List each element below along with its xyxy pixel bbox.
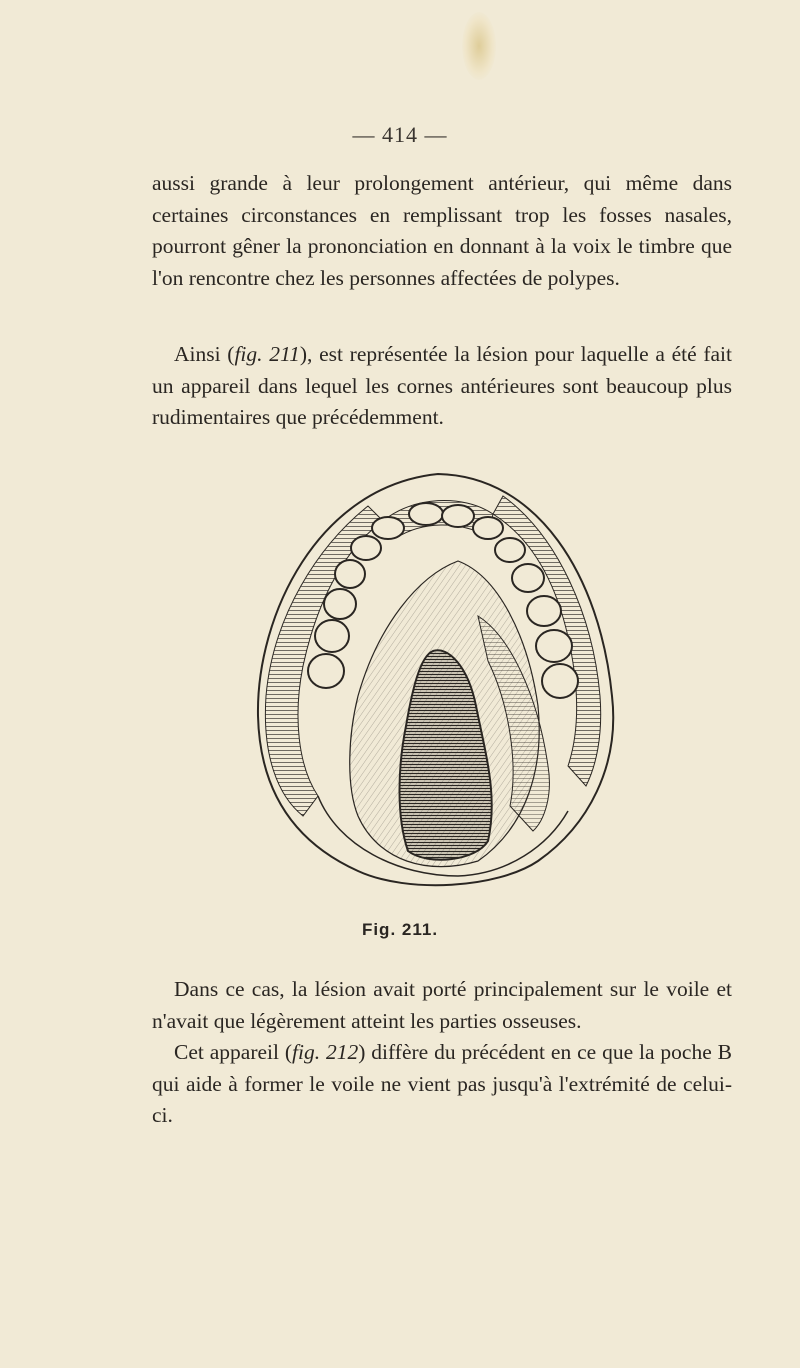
figure-reference-212: fig. 212 xyxy=(292,1040,359,1064)
stain-mark xyxy=(462,12,496,80)
figure-caption: Fig. 211. xyxy=(361,920,439,939)
paragraph-3: Dans ce cas, la lésion avait porté principalement sur le voile et n'avait que légèrement atteint les parties osseuses. xyxy=(152,977,732,1033)
paragraph-4-text-start: Cet appareil ( xyxy=(174,1040,293,1064)
figure-reference-211: fig. 211 xyxy=(234,342,300,366)
paragraph-2 xyxy=(152,339,732,434)
paragraph-2-text-start: Ainsi ( xyxy=(174,342,235,366)
paragraph-4-text-end: ) diffère du précédent en ce que la poche B qui aide à former le voile ne vient pas jusqu'à l'extrémité de celui-ci. xyxy=(152,1040,732,1127)
paragraph-4 xyxy=(152,1037,732,1132)
paragraph-2-text-end: ), est représentée la lésion pour laquelle a été fait un appareil dans lequel les cornes antérieures sont beaucoup plus rudimentaires que précédemment. xyxy=(152,342,732,429)
paragraph-1: aussi grande à leur prolongement antérieur, qui même dans certaines circonstances en remplissant trop les fosses nasales, pourront gêner la prononciation en donnant à la voix le timbre que l'on rencontre chez les personnes affectées de polypes. xyxy=(152,171,732,290)
page-number: — 414 — xyxy=(352,122,448,147)
palate-engraving-icon xyxy=(248,466,628,896)
